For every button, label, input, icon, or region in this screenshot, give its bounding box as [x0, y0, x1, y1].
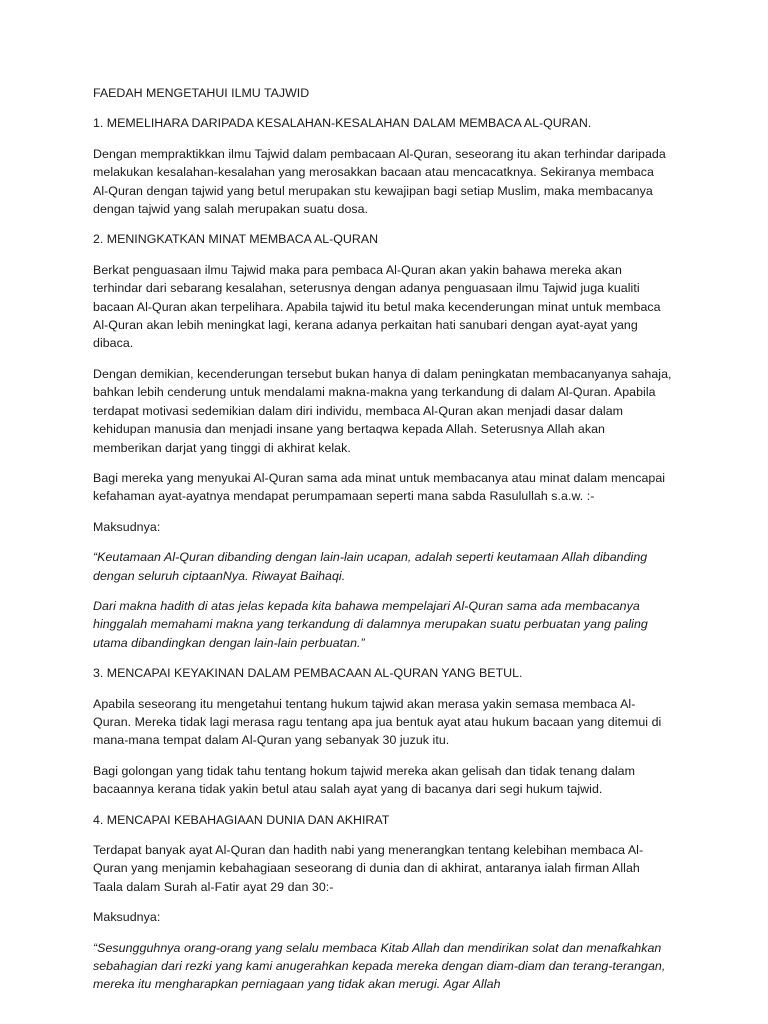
paragraph: Bagi mereka yang menyukai Al-Quran sama ada minat untuk membacanya atau minat dalam mencapai kefahaman ayat-ayatnya mendapat perumpamaan seperti mana sabda Rasulullah s.a.w. :-: [93, 470, 666, 504]
paragraph: Dengan mempraktikkan ilmu Tajwid dalam pembacaan Al-Quran, seseorang itu akan terhindar daripada melakukan kesalahan-kesalahan yang merosakkan bacaan atau mencacatknya. Sekiranya membaca Al-Quran dengan tajwid yang betul merupakan stu kewajipan bagi setiap Muslim, maka membacanya dengan tajwid yang salah merupakan suatu dosa.: [93, 146, 666, 217]
paragraph: Dengan demikian, kecenderungan tersebut bukan hanya di dalam peningkatan membacanyanya sahaja, bahkan lebih cenderung untuk mendalami makna-makna yang terkandung di dalam Al-Quran. Apabila terdapat motivasi sedemikian dalam diri individu, membaca Al-Quran akan menjadi dasar dalam kehidupan manusia dan menjadi insane yang bertaqwa kepada Allah. Seterusnya Allah akan memberikan darjat yang tinggi di akhirat kelak.: [93, 366, 672, 455]
section-heading-2: 2. MENINGKATKAN MINAT MEMBACA AL-QURAN: [93, 232, 379, 247]
section-heading-1: 1. MEMELIHARA DARIPADA KESALAHAN-KESALAHAN DALAM MEMBACA AL-QURAN.: [93, 116, 592, 131]
maksudnya-label: Maksudnya:: [93, 519, 161, 534]
paragraph: Apabila seseorang itu mengetahui tentang hukum tajwid akan merasa yakin semasa membaca Al-Quran. Mereka tidak lagi merasa ragu tentang apa jua bentuk ayat atau hukum bacaan yang ditemui di mana-mana tempat dalam Al-Quran yang sebanyak 30 juzuk itu.: [93, 696, 662, 748]
section-heading-4: 4. MENCAPAI KEBAHAGIAAN DUNIA DAN AKHIRAT: [93, 812, 390, 827]
maksudnya-label: Maksudnya:: [93, 910, 161, 925]
paragraph: Berkat penguasaan ilmu Tajwid maka para pembaca Al-Quran akan yakin bahawa mereka akan terhindar dari sebarang kesalahan, seterusnya dengan adanya penguasaan ilmu Tajwid juga kualiti bacaan Al-Quran akan terpelihara. Apabila tajwid itu betul maka kecenderungan minat untuk membaca Al-Quran akan lebih meningkat lagi, kerana adanya perkaitan hati sanubari dengan ayat-ayat yang dibaca.: [93, 262, 661, 351]
section-heading-3: 3. MENCAPAI KEYAKINAN DALAM PEMBACAAN AL-QURAN YANG BETUL.: [93, 666, 523, 681]
document-title: FAEDAH MENGETAHUI ILMU TAJWID: [93, 86, 310, 100]
paragraph: Bagi golongan yang tidak tahu tentang hokum tajwid mereka akan gelisah dan tidak tenang dalam bacaannya kerana tidak yakin betul atau salah ayat yang di bacanya dari segi hukum tajwid.: [93, 763, 635, 797]
paragraph: Terdapat banyak ayat Al-Quran dan hadith nabi yang menerangkan tentang kelebihan membaca Al-Quran yang menjamin kebahagiaan seseorang di dunia dan di akhirat, antaranya ialah firman Allah Taala dalam Surah al-Fatir ayat 29 dan 30:-: [93, 843, 644, 894]
quran-verse-quote: “Sesungguhnya orang-orang yang selalu membaca Kitab Allah dan mendirikan solat dan menafkahkan sebahagian dari rezki yang kami anugerahkan kepada mereka dengan diam-diam dan terang-terangan, mereka itu mengharapkan perniagaan yang tidak akan merugi. Agar Allah: [93, 940, 666, 992]
quote-commentary: Dari makna hadith di atas jelas kepada kita bahawa mempelajari Al-Quran sama ada membacanya hinggalah memahami makna yang terkandung di dalamnya merupakan suatu perbuatan yang paling utama dibandingkan dengan lain-lain perbuatan.”: [93, 598, 648, 650]
hadith-quote: “Keutamaan Al-Quran dibanding dengan lain-lain ucapan, adalah seperti keutamaan Allah dibanding dengan seluruh ciptaanNya. Riwayat Baihaqi.: [93, 550, 648, 583]
